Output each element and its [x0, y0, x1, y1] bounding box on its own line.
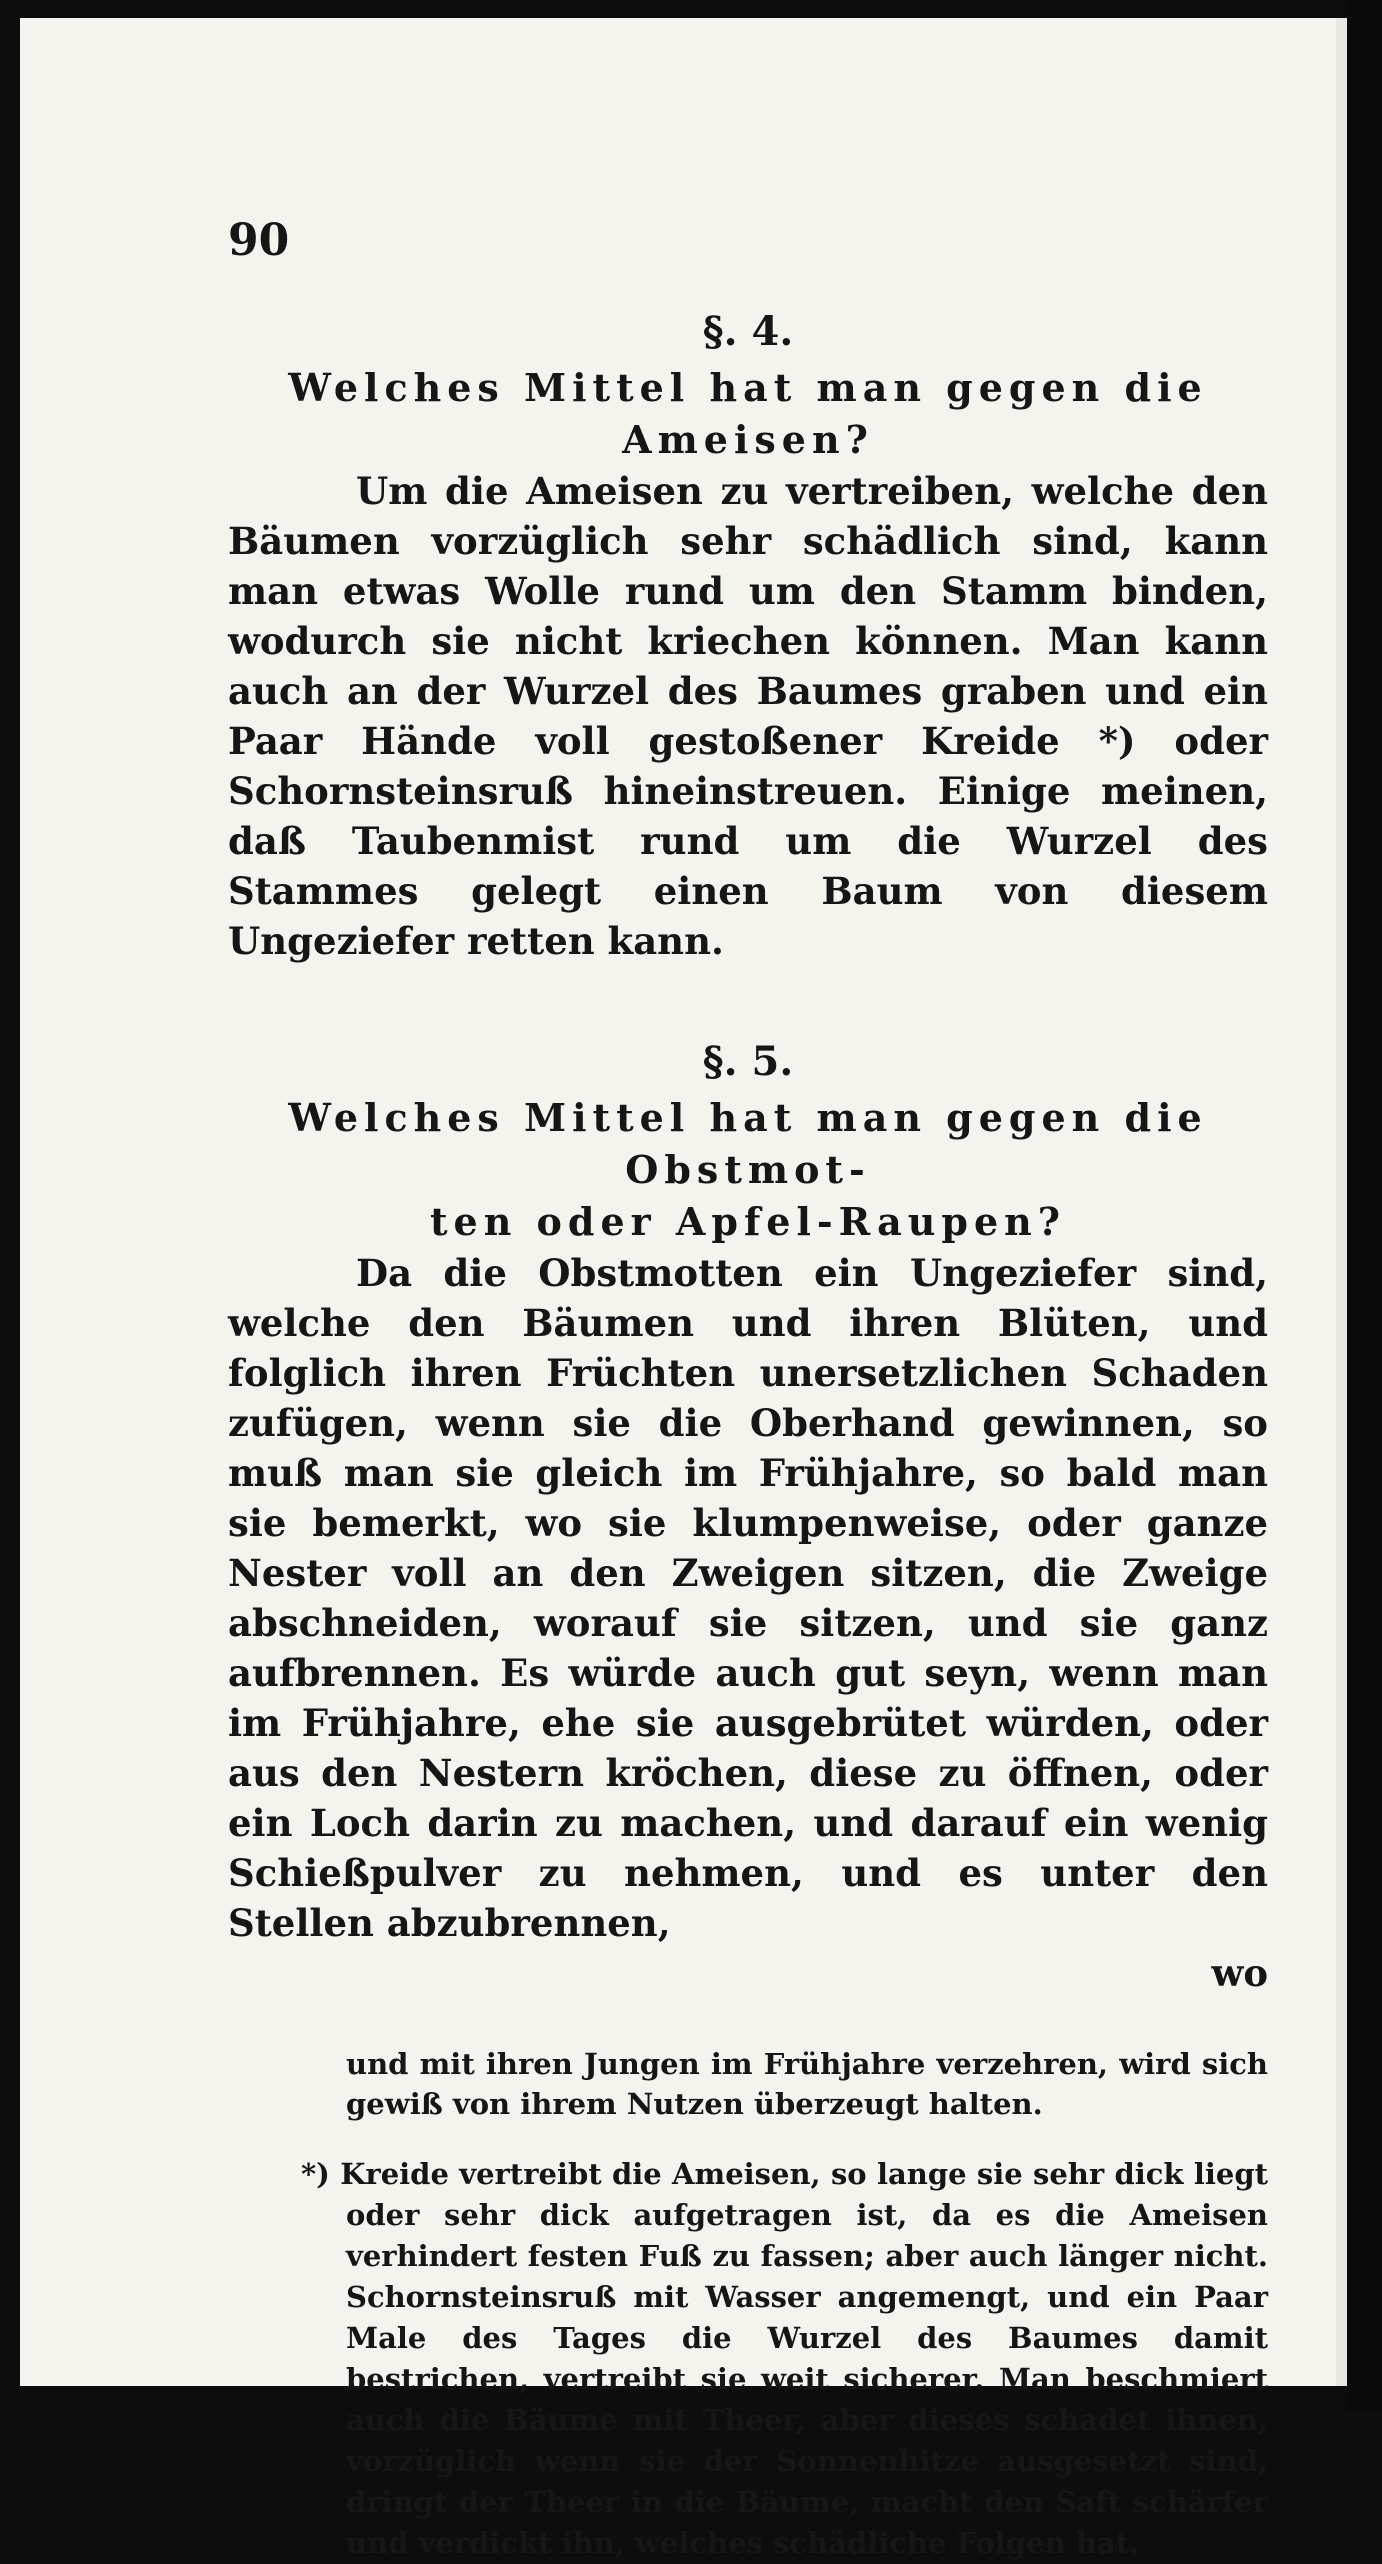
footnotes [228, 2044, 1268, 2564]
page-content [228, 210, 1268, 2564]
footnote: *) Kreide vertreibt die Ameisen, so lange sie sehr dick liegt oder sehr dick aufgetragen ist, da es die Ameisen verhindert festen Fuß zu fassen; aber auch länger nicht. Schornsteinsruß mit Wasser angemengt, und ein Paar Male des Tages die Wurzel des Baumes damit bestrichen, vertreibt sie weit sicherer. Man beschmiert auch die Bäume mit Theer, aber dieses schadet ihnen, vorzüglich wenn sie der Sonnenhitze ausgesetzt sind, dringt der Theer in die Bäume, macht den Saft schärfer und verdickt ihn, welches schädliche Folgen hat. [301, 2157, 1268, 2560]
section-heading-line-1: Welches Mittel hat man gegen die Obstmot- [288, 1095, 1208, 1192]
section-paragraph: Da die Obstmotten ein Ungeziefer sind, welche den Bäumen und ihren Blüten, und folglich ihren Früchten unersetzlichen Schaden zufügen, wenn sie die Oberhand gewinnen, so muß man sie gleich im Frühjahre, so bald man sie bemerkt, wo sie klumpenweise, oder ganze Nester voll an den Zweigen sitzen, die Zweige abschneiden, worauf sie sitzen, und sie ganz aufbrennen. Es würde auch gut seyn, wenn man im Frühjahre, ehe sie ausgebrütet würden, oder aus den Nestern kröchen, diese zu öffnen, oder ein Loch darin zu machen, und darauf ein wenig Schießpulver zu nehmen, und es unter den Stellen abzubrennen, [228, 1251, 1268, 1945]
section-heading: Welches Mittel hat man gegen die Ameisen? [288, 365, 1208, 462]
page-number: 90 [228, 215, 290, 266]
section-paragraph: Um die Ameisen zu vertreiben, welche den Bäumen vorzüglich sehr schädlich sind, kann man etwas Wolle rund um den Stamm binden, wodurch sie nicht kriechen können. Man kann auch an der Wurzel des Baumes graben und ein Paar Hände voll gestoßener Kreide *) oder Schornsteinsruß hineinstreuen. Einige meinen, daß Taubenmist rund um die Wurzel des Stammes gelegt einen Baum von diesem Ungeziefer retten kann. [228, 469, 1268, 963]
section-number: §. 5. [702, 1038, 794, 1085]
section-4 [228, 302, 1268, 966]
section-heading-line-2: ten oder Apfel-Raupen? [429, 1199, 1067, 1244]
section-number: §. 4. [702, 308, 794, 355]
scan-edge [1347, 0, 1382, 2411]
catchword: wo [1211, 1951, 1268, 1995]
footnote-continuation: und mit ihren Jungen im Frühjahre verzehren, wird sich gewiß von ihrem Nutzen überzeugt halten. [346, 2047, 1268, 2121]
section-5 [228, 1032, 1268, 1998]
